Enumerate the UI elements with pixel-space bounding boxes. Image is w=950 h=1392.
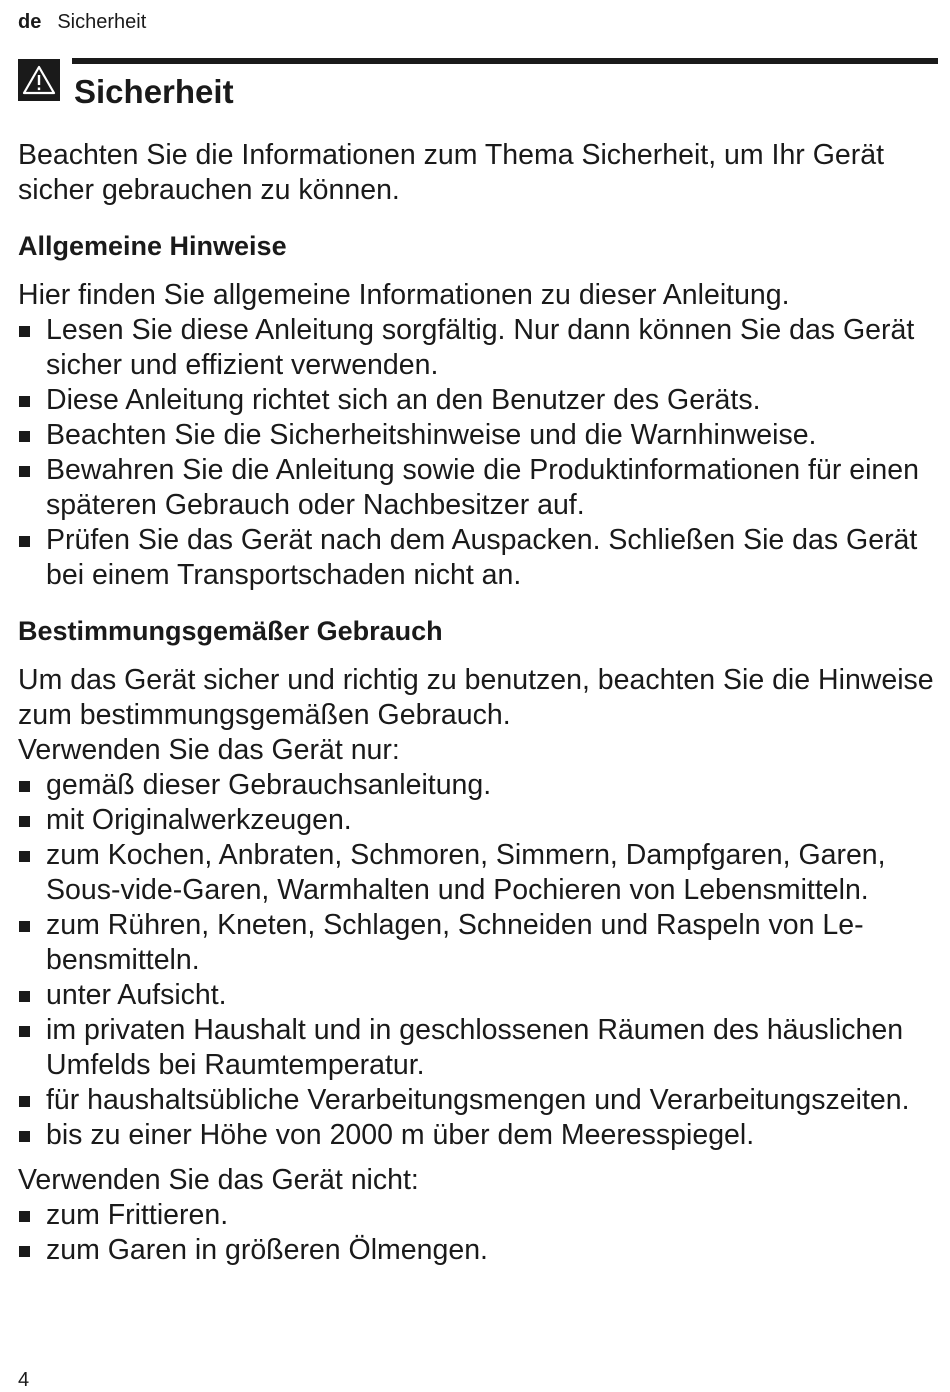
list-item: gemäß dieser Gebrauchsanleitung. [18, 768, 938, 803]
list-item: zum Kochen, Anbraten, Schmoren, Simmern, Dampfgaren, Garen, Sous-vide-Garen, Warmhalten und Pochieren von Lebensmitteln. [18, 838, 938, 908]
language-code: de [18, 11, 42, 33]
list-item: unter Aufsicht. [18, 978, 938, 1013]
list-item: zum Frittieren. [18, 1198, 938, 1233]
document-body [18, 138, 938, 1268]
page-header [18, 9, 146, 35]
list-item: Diese Anleitung richtet sich an den Benutzer des Geräts. [18, 383, 938, 418]
general-list [18, 313, 938, 593]
header-section: Sicherheit [57, 11, 147, 33]
intro-paragraph: Beachten Sie die Informationen zum Thema Sicherheit, um Ihr Gerät sicher gebrauchen zu können. [18, 139, 884, 206]
list-item: Bewahren Sie die Anleitung sowie die Produktinformationen für einen späteren Gebrauch oder Nachbesitzer auf. [18, 453, 938, 523]
page-number: 4 [18, 1369, 30, 1391]
list-item: für haushaltsübliche Verarbeitungsmengen und Verarbeitungszeiten. [18, 1083, 938, 1118]
warning-triangle-icon [18, 59, 60, 101]
not-use-list [18, 1198, 938, 1268]
list-item: Lesen Sie diese Anleitung sorgfältig. Nur dann können Sie das Gerät sicher und effizient verwenden. [18, 313, 938, 383]
use-list [18, 768, 938, 1153]
list-item: Beachten Sie die Sicherheitshinweise und die Warnhinweise. [18, 418, 938, 453]
page-title: Sicherheit [74, 73, 234, 110]
general-lead: Hier finden Sie allgemeine Informationen zu dieser Anleitung. [18, 279, 790, 311]
heading-intended-use: Bestimmungsgemäßer Gebrauch [18, 616, 443, 646]
list-item: mit Originalwerkzeugen. [18, 803, 938, 838]
list-item: Prüfen Sie das Gerät nach dem Auspacken. Schließen Sie das Gerät bei einem Transportschaden nicht an. [18, 523, 938, 593]
list-item: im privaten Haushalt und in geschlossenen Räumen des häuslichen Umfelds bei Raumtemperatur. [18, 1013, 938, 1083]
list-item: bis zu einer Höhe von 2000 m über dem Meeresspiegel. [18, 1118, 938, 1153]
not-use-lead: Verwenden Sie das Gerät nicht: [18, 1164, 419, 1196]
list-item: zum Rühren, Kneten, Schlagen, Schneiden und Raspeln von Lebensmitteln. [18, 908, 938, 978]
list-item: zum Garen in größeren Ölmengen. [18, 1233, 938, 1268]
use-only-lead: Verwenden Sie das Gerät nur: [18, 734, 400, 766]
heading-general: Allgemeine Hinweise [18, 231, 287, 261]
intended-lead: Um das Gerät sicher und richtig zu benutzen, beachten Sie die Hinweise zum bestimmungsgemäßen Gebrauch. [18, 664, 934, 731]
section-rule [72, 58, 938, 64]
